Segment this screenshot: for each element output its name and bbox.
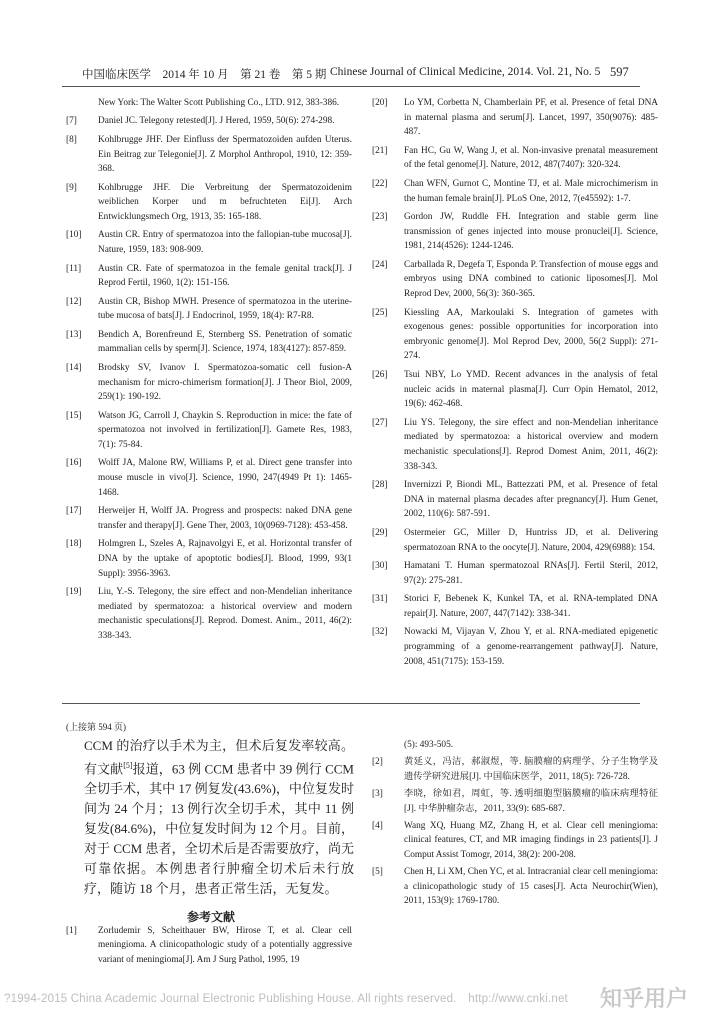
reference-entry: [372, 625, 658, 669]
reference-text: Invernizzi P, Biondi ML, Battezzati PM, et al. Presence of fetal DNA in maternal plasma decades after pregnancy[J]. Hum Genet, 2002, 110(6): 587-591.: [404, 480, 658, 520]
reference-number: [15]: [66, 410, 82, 421]
reference-text: Gordon JW, Ruddle FH. Integration and stable germ line transmission of genes injected into mouse pronuclei[J]. Science, 1981, 214(4526): 1244-1246.: [404, 211, 658, 252]
reference-text: Austin CR, Bishop MWH. Presence of spermatozoa in the uterine-tube mucosa of bats[J]. J Endocrinol, 1959, 18(4): R7-R8.: [98, 296, 352, 322]
reference-entry: [66, 114, 352, 129]
reference-entry: [372, 865, 658, 908]
reference-entry: [66, 924, 352, 967]
reference-text: Fan HC, Gu W, Wang J, et al. Non-invasive prenatal measurement of the fetal genome[J]. Nature, 2012, 487(7407): 320-324.: [404, 145, 658, 171]
reference-entry: [66, 409, 352, 453]
reference-number: [26]: [372, 369, 388, 380]
reference-entry: [66, 585, 352, 644]
reference-text: New York: The Walter Scott Publishing Co., LTD. 912, 383-386.: [98, 98, 340, 108]
reference-entry: [372, 368, 658, 412]
reference-text: Kiessling AA, Markoulaki S. Integration of gametes with exogenous genes: possible opportunities for incorporation into embryonic genome[J]. Mol Reprod Dev, 2000, 56(2 Suppl): 271-274.: [404, 307, 658, 362]
reference-text: Austin CR. Fate of spermatozoa in the female genital track[J]. J Reprod Fertil, 1960, 1(2): 151-156.: [98, 263, 352, 289]
reference-text: Kohlbrugge JHF. Die Verbreitung der Spermatozoidenim weiblichen Korper und m befruchteten Ei[J]. Arch Entwicklungsmech Org, 1913, 35: 165-188.: [98, 182, 352, 222]
reference-entry: [66, 96, 352, 111]
reference-number: [14]: [66, 362, 82, 373]
citation-superscript: [5]: [123, 761, 133, 770]
reference-number: [4]: [372, 821, 383, 832]
bottom-reference-list-right: [372, 738, 658, 911]
reference-entry: [372, 819, 658, 862]
reference-text: Holmgren L, Szeles A, Rajnavolgyi E, et al. Horizontal transfer of DNA by the uptake of apoptotic bodies[J]. Blood, 1999, 93(1 Suppl): 3956-3963.: [98, 539, 352, 579]
reference-number: [10]: [66, 230, 82, 241]
reference-entry: [66, 456, 352, 500]
header-journal-en: Chinese Journal of Clinical Medicine, 2014. Vol. 21, No. 5: [330, 66, 601, 78]
running-header: [0, 66, 720, 88]
reference-entry: [66, 181, 352, 225]
reference-text: Ostermeier GC, Miller D, Huntriss JD, et al. Delivering spermatozoan RNA to the oocyte[J]. Nature, 2004, 429(6988): 154.: [404, 527, 658, 553]
reference-number: [1]: [66, 926, 77, 936]
copyright-notice: ?1994-2015 China Academic Journal Electronic Publishing House. All rights reserved. http://www.cnki.net: [4, 993, 568, 1005]
reference-number: [11]: [66, 263, 82, 274]
reference-number: [24]: [372, 259, 388, 270]
reference-entry: [66, 328, 352, 357]
reference-number: [16]: [66, 458, 82, 469]
reference-text: Storici F, Bebenek K, Kunkel TA, et al. RNA-templated DNA repair[J]. Nature, 2007, 447(7142): 338-341.: [404, 594, 658, 619]
reference-entry: [372, 96, 658, 140]
reference-number: [13]: [66, 329, 82, 340]
reference-text: Bendich A, Borenfreund E, Sternberg SS. Penetration of somatic mammalian cells by sperm[J]. Science, 1974, 183(4127): 857-859.: [98, 329, 352, 355]
reference-text: Lo YM, Corbetta N, Chamberlain PF, et al. Presence of fetal DNA in maternal plasma and serum[J]. Lancet, 1997, 350(9076): 485-487.: [404, 98, 658, 138]
reference-entry: [66, 228, 352, 257]
body-paragraph: [84, 736, 354, 899]
section-divider: [62, 703, 640, 704]
reference-number: [9]: [66, 182, 77, 193]
references-heading: 参考文献: [186, 910, 235, 924]
reference-text: Tsui NBY, Lo YMD. Recent advances in the analysis of fetal nucleic acids in maternal plasma[J]. Curr Opin Hematol, 2012, 19(6): 462-468.: [404, 369, 658, 410]
reference-text: Kohlbrugge JHF. Der Einfluss der Spermatozoiden aufden Uterus. Ein Beitrag zur Telegonie[J]. Z Morphol Anthropol, 1910, 12: 359-368.: [98, 134, 352, 175]
reference-text: Wolff JA, Malone RW, Williams P, et al. Direct gene transfer into mouse muscle in vivo[J]. Science, 1990, 247(4949 Pt 1): 1465-1468.: [98, 458, 352, 498]
reference-number: [31]: [372, 594, 388, 605]
reference-list-right: [372, 96, 658, 673]
reference-text: 李晓，徐如君，周虹，等. 透明细胞型脑膜瘤的临床病理特征[J]. 中华肿瘤杂志，2011, 33(9): 685-687.: [404, 789, 658, 814]
reference-text: Carballada R, Degefa T, Esponda P. Transfection of mouse eggs and embryos using DNA combined to cationic liposomes[J]. Mol Reprod Dev, 2000, 56(3): 360-365.: [404, 259, 658, 300]
reference-number: [5]: [372, 867, 383, 878]
reference-entry: [372, 144, 658, 173]
reference-number: [8]: [66, 134, 77, 145]
reference-number: [2]: [372, 757, 383, 768]
reference-number: [25]: [372, 307, 388, 318]
reference-list-left: [66, 96, 352, 647]
watermark: 知乎用户: [600, 986, 689, 1011]
reference-entry: [66, 537, 352, 581]
header-journal-cn: 中国临床医学 2014 年 10 月 第 21 卷 第 5 期: [82, 69, 327, 81]
reference-entry: [372, 258, 658, 302]
reference-number: [21]: [372, 145, 388, 156]
reference-number: [17]: [66, 506, 82, 517]
reference-number: [20]: [372, 98, 388, 108]
reference-text: Zorludemir S, Scheithauer BW, Hirose T, et al. Clear cell meningioma. A clinicopathologic study of a potentially aggressive variant of meningioma[J]. Am J Surg Pathol, 1995, 19: [98, 926, 352, 965]
reference-entry: [372, 478, 658, 522]
page-footer: [0, 988, 720, 1018]
reference-entry: [66, 295, 352, 324]
reference-number: [30]: [372, 561, 388, 571]
reference-entry: [372, 526, 658, 555]
reference-number: [28]: [372, 480, 388, 491]
reference-entry: [372, 559, 658, 588]
reference-text: Chen H, Li XM, Chen YC, et al. Intracranial clear cell meningioma: a clinicopathologic study of 15 cases[J]. Acta Neurochir(Wien), 2011, 153(9): 1769-1780.: [404, 867, 658, 907]
reference-number: [19]: [66, 587, 82, 598]
reference-entry: [372, 592, 658, 621]
reference-text: Wang XQ, Huang MZ, Zhang H, et al. Clear cell meningioma: clinical features, CT, and MR imaging findings in 23 patients[J]. J Comput Assist Tomogr, 2014, 38(2): 200-208.: [404, 821, 658, 860]
reference-number: [12]: [66, 296, 82, 307]
reference-entry: [66, 504, 352, 533]
reference-entry: [372, 416, 658, 475]
reference-number: [23]: [372, 211, 388, 222]
reference-number: [32]: [372, 627, 388, 638]
body-text-rest: 报道，63 例 CCM 患者中 39 例行 CCM 全切手术，其中 17 例复发(43.6%)，中位复发时间为 24 个月；13 例行次全切手术，其中 11 例复发(84.6%)，中位复发时间为 12 个月。目前，对于 CCM 患者，全切术后是否需要放疗，尚无可靠依据。本例患者行肿瘤全切术后未行放疗，随访 18 个月，患者正常生活，无复发。: [84, 761, 354, 897]
reference-number: [3]: [372, 789, 383, 800]
reference-text: Herweijer H, Wolff JA. Progress and prospects: naked DNA gene transfer and therapy[J]. Gene Ther, 2003, 10(0969-7128): 453-458.: [98, 506, 352, 531]
reference-text: Liu, Y.-S. Telegony, the sire effect and non-Mendelian inheritance mediated by spermatozoa: a historical overview and modern mechanistic speculations[J]. Reprod. Domest. Anim., 2011, 46(2): 338-343.: [98, 587, 352, 642]
continuation-note: (上接第 594 页): [66, 722, 126, 732]
reference-text: (5): 493-505.: [404, 740, 454, 750]
reference-text: Nowacki M, Vijayan V, Zhou Y, et al. RNA-mediated epigenetic programming of a genome-rearrangement pathway[J]. Nature, 2008, 451(7175): 153-159.: [404, 627, 658, 667]
reference-text: Chan WFN, Gurnot C, Montine TJ, et al. Male microchimerism in the human female brain[J]. PLoS One, 2012, 7(e45592): 1-7.: [404, 178, 658, 204]
reference-number: [7]: [66, 116, 77, 127]
reference-text: Liu YS. Telegony, the sire effect and non-Mendelian inheritance mediated by spermatozoa: a historical overview and modern mechanistic speculations[J]. Reprod Domest Anim, 2011, 46(2): 338-343.: [404, 417, 658, 472]
reference-entry: [66, 133, 352, 177]
reference-text: Hamatani T. Human spermatozoal RNAs[J]. Fertil Steril, 2012, 97(2): 275-281.: [404, 561, 658, 586]
reference-text: Watson JG, Carroll J, Chaykin S. Reproduction in mice: the fate of spermatozoa not involved in fertilization[J]. Gamete Res, 1983, 7(1): 75-84.: [98, 410, 352, 450]
reference-number: [29]: [372, 527, 388, 538]
reference-number: [27]: [372, 417, 388, 428]
reference-text: Austin CR. Entry of spermatozoa into the fallopian-tube mucosa[J]. Nature, 1959, 183: 908-909.: [98, 230, 352, 256]
body-text-start: CCM 的治疗以手术为主，但术后复发率较高。有文献: [84, 738, 354, 777]
reference-text: 黄延义，冯洁，郝淑煜，等. 脑膜瘤的病理学、分子生物学及遗传学研究进展[J]. 中国临床医学，2011, 18(5): 726-728.: [404, 757, 658, 782]
reference-number: [22]: [372, 178, 388, 189]
reference-entry: [66, 361, 352, 405]
page-number: 597: [610, 65, 629, 79]
reference-entry: [372, 755, 658, 784]
reference-entry: [372, 306, 658, 365]
reference-entry: [372, 177, 658, 206]
reference-text: Daniel JC. Telegony retested[J]. J Hered, 1959, 50(6): 274-298.: [98, 116, 335, 127]
reference-entry: [372, 210, 658, 254]
reference-text: Brodsky SV, Ivanov I. Spermatozoa-somatic cell fusion-A mechanism for micro-chimerism formation[J]. J Theor Biol, 2009, 259(1): 190-192.: [98, 362, 352, 403]
header-rule: [62, 86, 640, 87]
reference-entry: [372, 787, 658, 816]
reference-number: [18]: [66, 539, 82, 550]
reference-entry: [372, 738, 658, 752]
reference-entry: [66, 262, 352, 291]
bottom-reference-list-left: [66, 924, 352, 970]
